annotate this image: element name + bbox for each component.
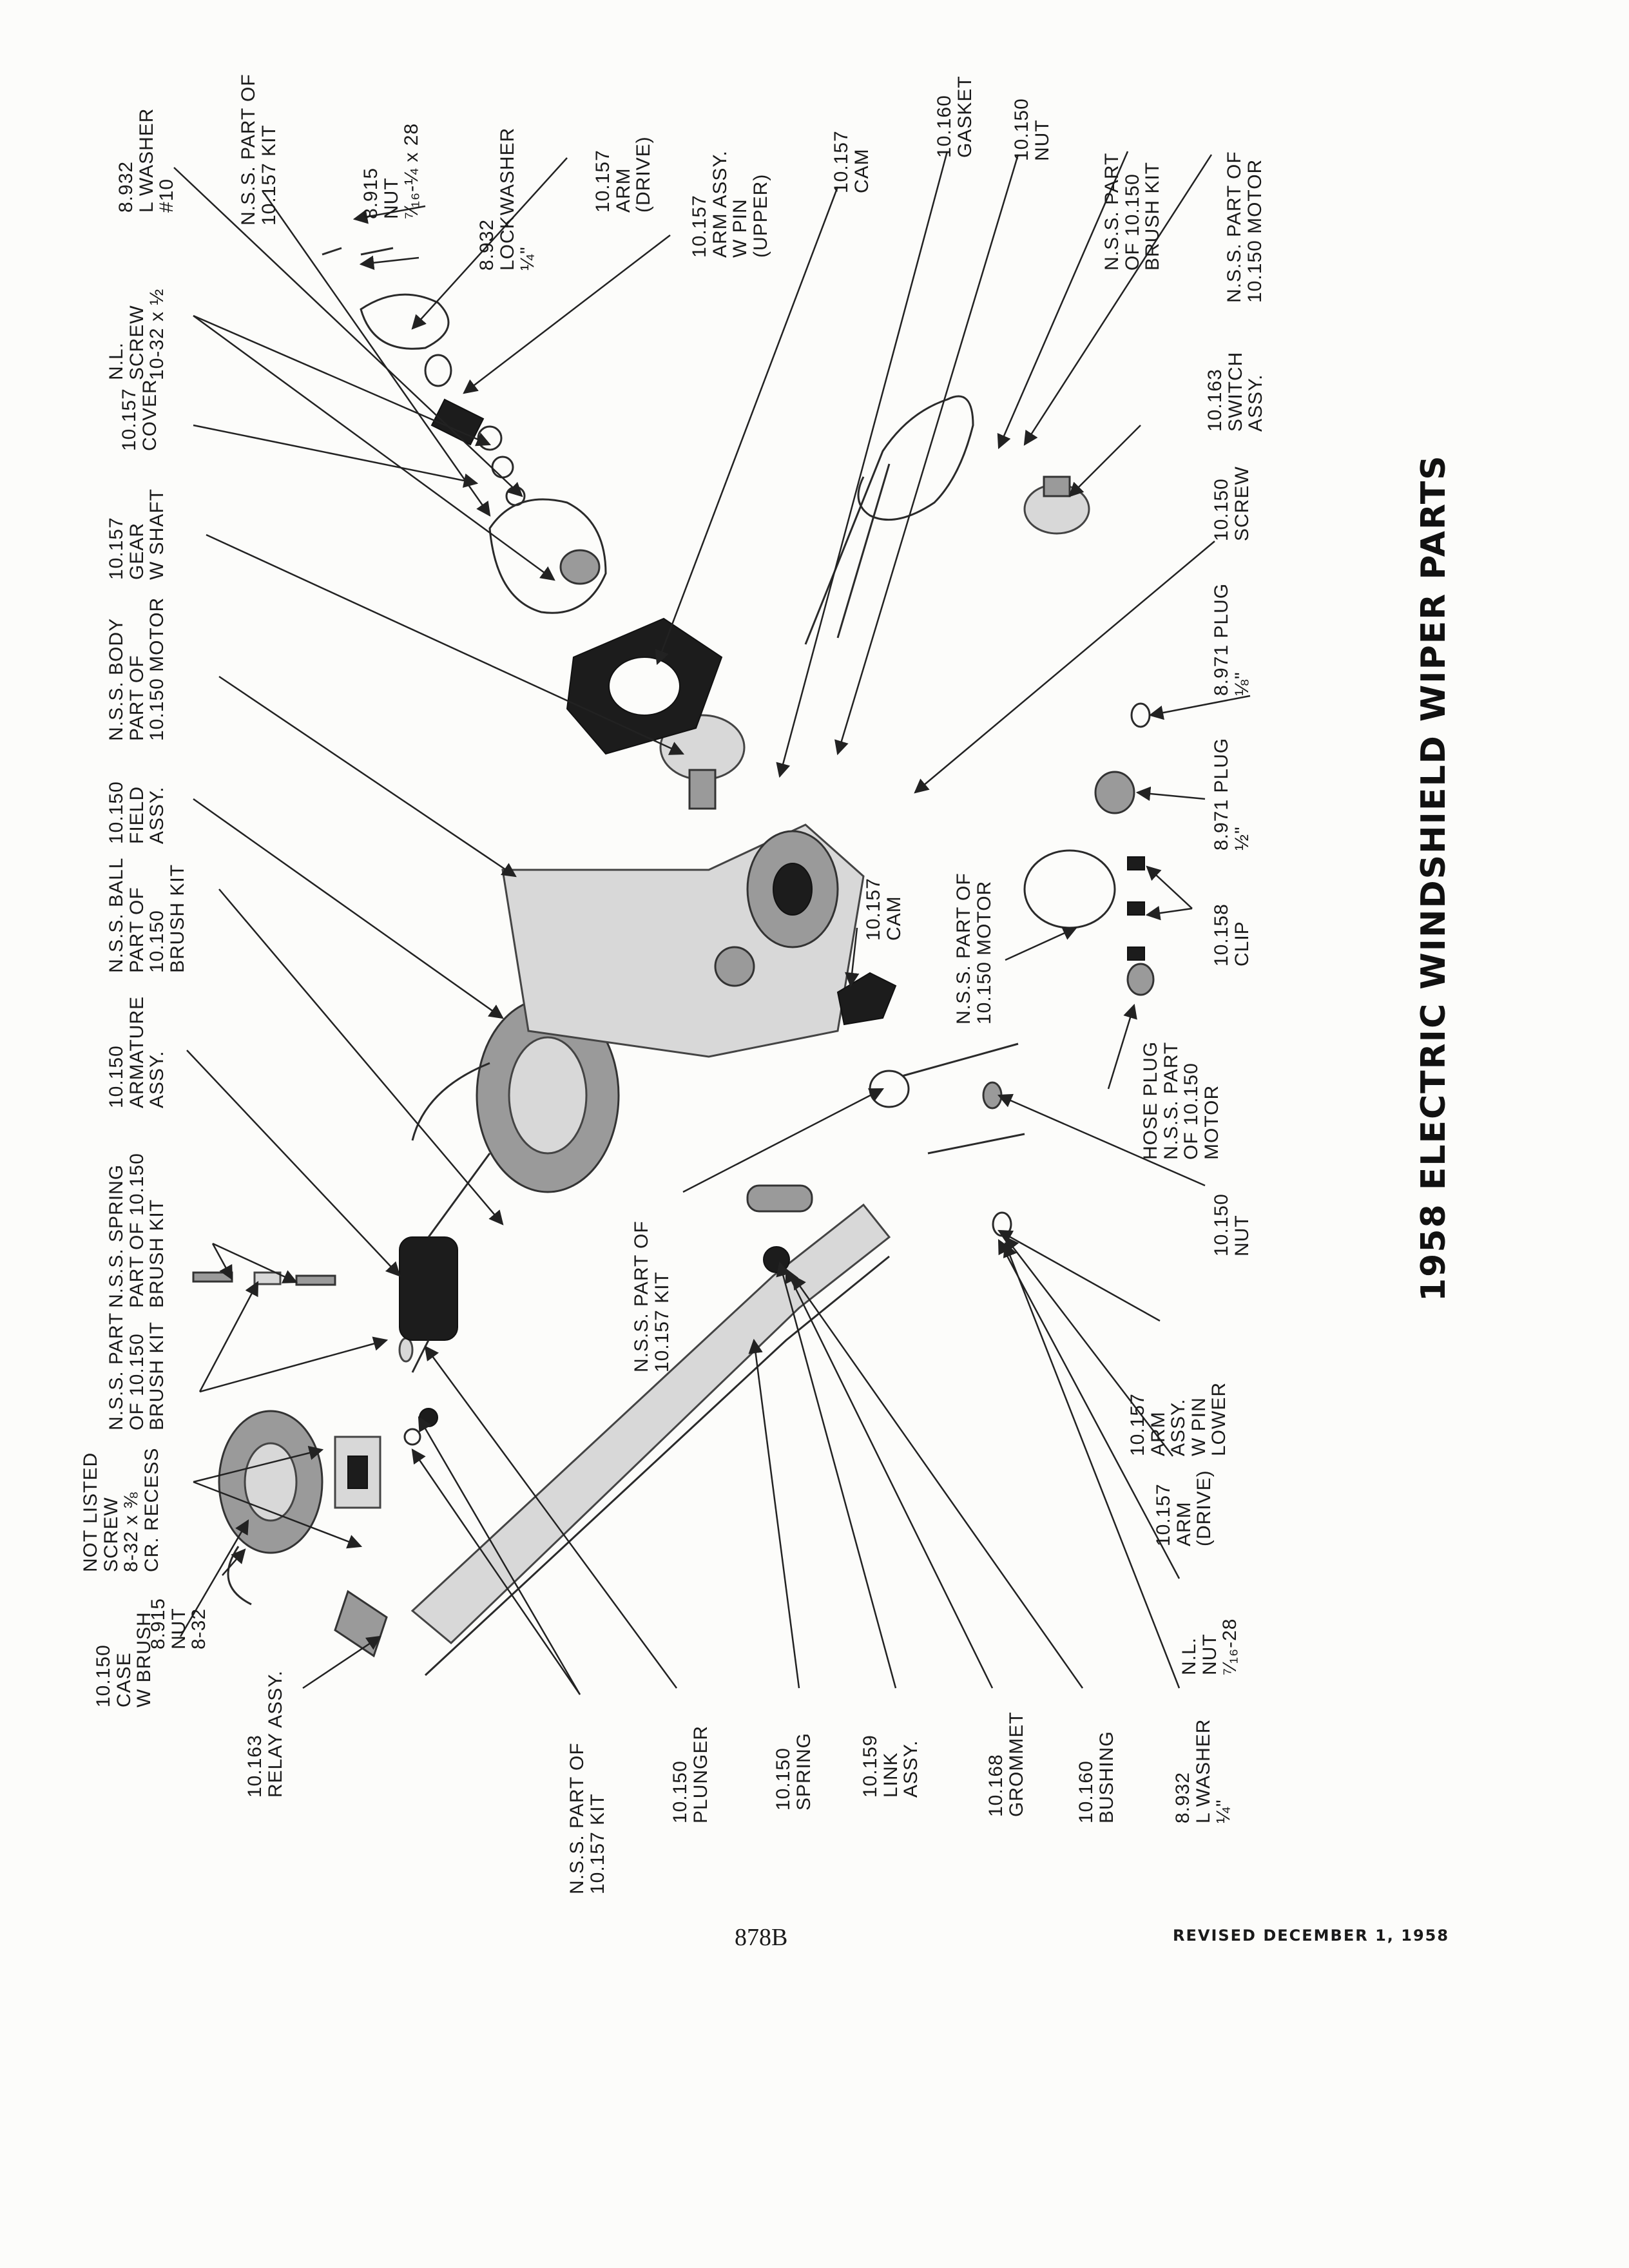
label-nss-part-157-kit-bottom: N.S.S. PART OF 10.157 KIT	[566, 1742, 608, 1894]
label-nss-part-motor-right: N.S.S. PART OF 10.150 MOTOR	[1224, 151, 1266, 303]
revision-date: REVISED DECEMBER 1, 1958	[1173, 1927, 1450, 1945]
label-nss-part-157-kit-mid: N.S.S. PART OF 10.157 KIT	[631, 1220, 673, 1372]
label-nl-nut: N.L. NUT ⁷⁄₁₆-28	[1179, 1618, 1240, 1675]
label-nut-8-32: 8.915 NUT 8-32	[148, 1597, 209, 1649]
label-cam-top: 10.157 CAM	[831, 130, 872, 193]
label-nss-ball: N.S.S. BALL PART OF 10.150 BRUSH KIT	[106, 857, 188, 973]
label-nut-7-16: 8.915 NUT ⁷⁄₁₆-¼ x 28	[360, 122, 422, 219]
label-nss-part-157-kit-top: N.S.S. PART OF 10.157 KIT	[238, 73, 280, 226]
label-clip: 10.158 CLIP	[1211, 903, 1253, 966]
label-l-washer-10: 8.932 L WASHER #10	[115, 108, 177, 213]
label-field-assy: 10.150 FIELD ASSY.	[106, 781, 168, 844]
label-arm-assy-upper: 10.157 ARM ASSY. W PIN (UPPER)	[689, 150, 771, 258]
label-nut-150-top: 10.150 NUT	[1011, 98, 1053, 161]
page-number: 878B	[735, 1924, 788, 1951]
label-cover: 10.157 COVER	[119, 379, 160, 451]
label-cam-mid: 10.157 CAM	[863, 878, 905, 941]
label-nss-part-brush-kit-right: N.S.S. PART OF 10.150 BRUSH KIT	[1101, 152, 1163, 271]
label-switch-assy: 10.163 SWITCH ASSY.	[1204, 351, 1266, 432]
label-link-assy: 10.159 LINK ASSY.	[860, 1735, 921, 1798]
label-nl-screw: N.L. SCREW 10-32 x ½	[106, 288, 168, 380]
label-lockwasher: 8.932 LOCKWASHER ¼"	[476, 127, 538, 271]
label-nut-150-bottom: 10.150 NUT	[1211, 1193, 1253, 1256]
label-plunger: 10.150 PLUNGER	[670, 1725, 711, 1823]
label-screw-150: 10.150 SCREW	[1211, 466, 1253, 541]
label-nss-body: N.S.S. BODY PART OF 10.150 MOTOR	[106, 597, 168, 741]
label-nss-part-motor-mid: N.S.S. PART OF 10.150 MOTOR	[953, 872, 995, 1024]
label-gear-w-shaft: 10.157 GEAR W SHAFT	[106, 488, 168, 580]
label-spring: 10.150 SPRING	[773, 1732, 815, 1811]
label-l-washer-1-4: 8.932 L WASHER ¼"	[1172, 1718, 1234, 1823]
label-nss-part-brush-kit: N.S.S. PART OF 10.150 BRUSH KIT	[106, 1312, 168, 1430]
label-arm-drive-bottom: 10.157 ARM (DRIVE)	[1153, 1470, 1215, 1546]
label-hose-plug: HOSE PLUG N.S.S. PART OF 10.150 MOTOR	[1140, 1041, 1222, 1160]
label-arm-drive-top: 10.157 ARM (DRIVE)	[592, 136, 654, 213]
label-armature: 10.150 ARMATURE ASSY.	[106, 995, 168, 1108]
label-plug-1-2: 8.971 PLUG ½"	[1211, 737, 1253, 850]
page-title: 1958 ELECTRIC WINDSHIELD WIPER PARTS	[1414, 454, 1453, 1302]
label-gasket: 10.160 GASKET	[934, 75, 976, 158]
label-grommet: 10.168 GROMMET	[985, 1711, 1027, 1817]
label-arm-assy-lower: 10.157 ARM ASSY. W PIN LOWER	[1127, 1381, 1229, 1456]
label-case-w-brush: 10.150 CASE W BRUSH	[93, 1611, 155, 1707]
label-nss-spring: N.S.S. SPRING PART OF 10.150 BRUSH KIT	[106, 1153, 168, 1308]
label-plug-1-8: 8.971 PLUG ⅛"	[1211, 582, 1253, 696]
label-bushing: 10.160 BUSHING	[1075, 1731, 1117, 1823]
label-not-listed-screw: NOT LISTED SCREW 8-32 x ⅜ CR. RECESS	[80, 1447, 162, 1572]
label-relay-assy: 10.163 RELAY ASSY.	[244, 1670, 286, 1798]
